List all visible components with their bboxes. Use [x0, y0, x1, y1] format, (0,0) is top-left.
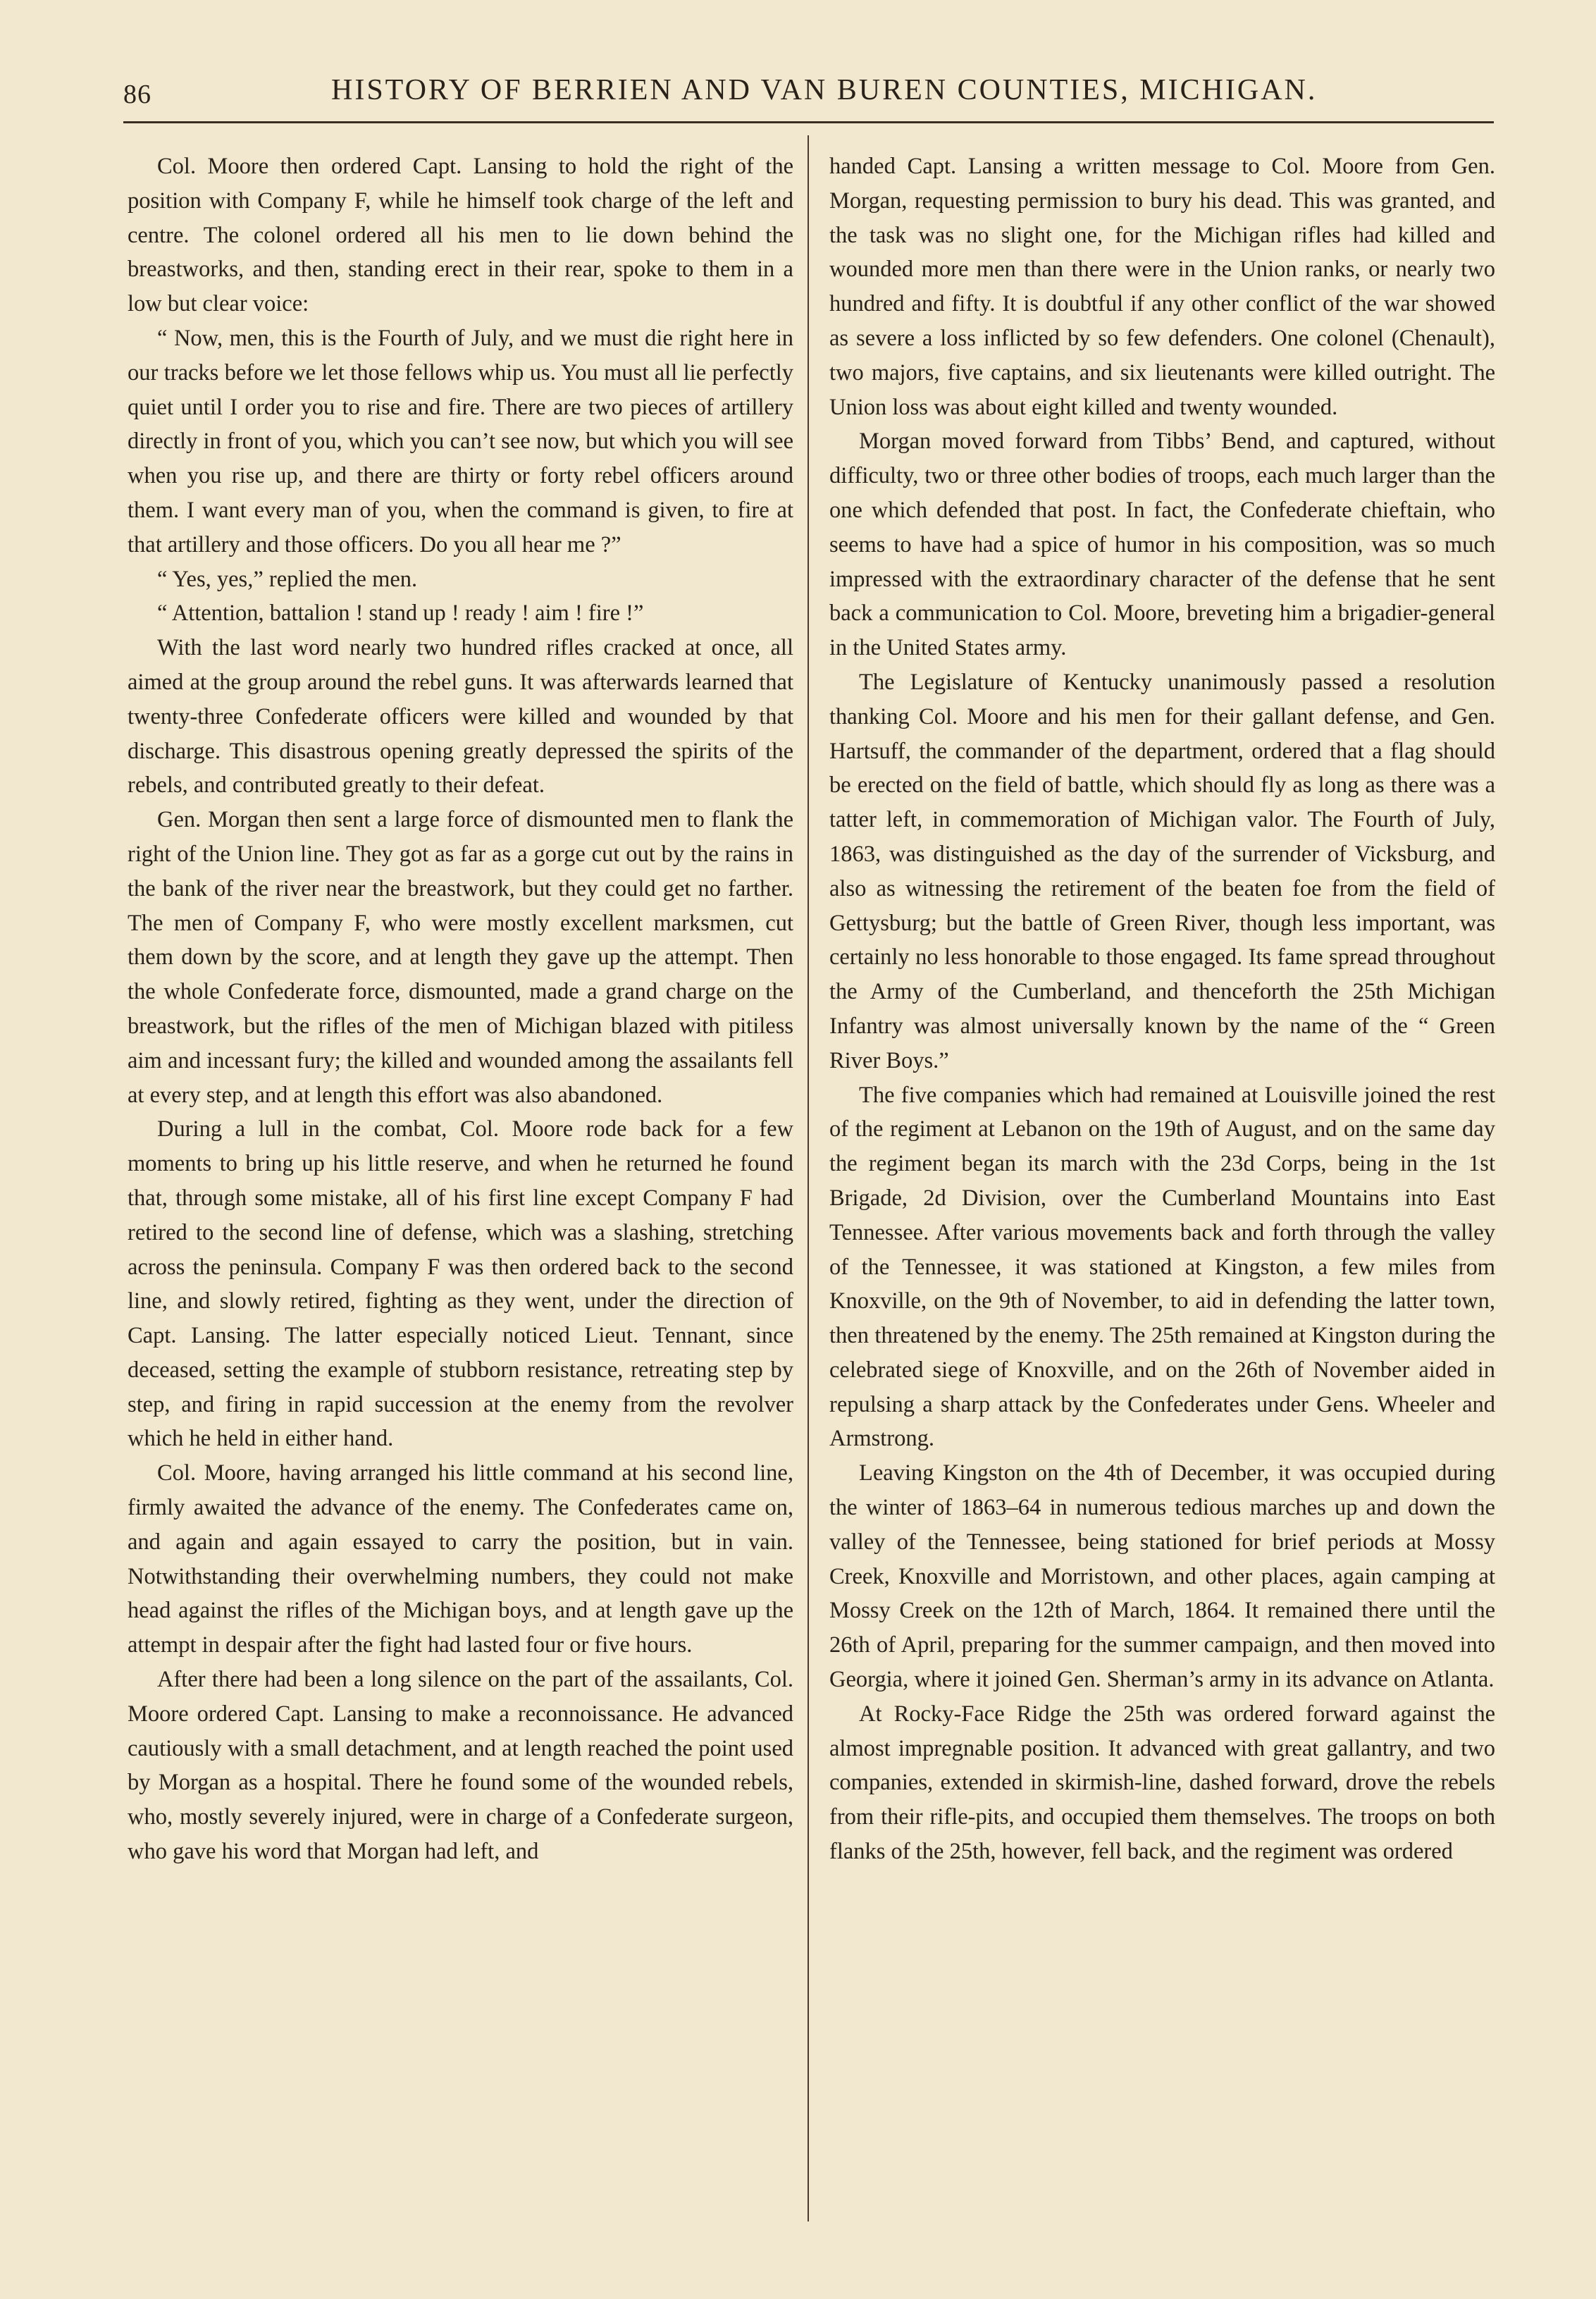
running-head: HISTORY OF BERRIEN AND VAN BUREN COUNTIES, MICHIGAN.: [331, 74, 1318, 106]
paragraph: Col. Moore, having arranged his little command at his second line, firmly awaited the advance of the enemy. The Confederates came on, and again and again essayed to carry the position, but in vain. Notwithstanding their overwhelming numbers, they could not make head against the rifles of the Michigan boys, and at length gave up the attempt in despair after the fight had lasted four or five hours.: [128, 1460, 793, 1658]
paragraph: After there had been a long silence on the part of the assailants, Col. Moore ordered Capt. Lansing to make a reconnoissance. He advanced cautiously with a small detachment, and at length reached the point used by Morgan as a hospital. There he found some of the wounded rebels, who, mostly severely injured, were in charge of a Confederate surgeon, who gave his word that Morgan had left, and: [128, 1667, 793, 1865]
paragraph: “ Now, men, this is the Fourth of July, and we must die right here in our tracks before we let those fellows whip us. You must all lie perfectly quiet until I order you to rise and fire. There are two pieces of artillery directly in front of you, which you can’t see now, but which you will see when you rise up, and there are thirty or forty rebel officers around them. I want every man of you, when the command is given, to fire at that artillery and those officers. Do you all hear me ?”: [128, 325, 793, 557]
paragraph: The Legislature of Kentucky unanimously passed a resolution thanking Col. Moore and his men for their gallant defense, and Gen. Hartsuff, the commander of the department, ordered that a flag should be erected on the field of battle, which should fly as long as there was a tatter left, in commemoration of Michigan valor. The Fourth of July, 1863, was distinguished as the day of the surrender of Vicksburg, and also as witnessing the retirement of the beaten foe from the field of Gettysburg; but the battle of Green River, though less important, was certainly no less honorable to those engaged. Its fame spread throughout the Army of the Cumberland, and thenceforth the 25th Michigan Infantry was almost universally known by the name of the “ Green River Boys.”: [829, 669, 1495, 1073]
paragraph: With the last word nearly two hundred rifles cracked at once, all aimed at the group around the rebel guns. It was afterwards learned that twenty-three Confederate officers were killed and wounded by that discharge. This disastrous opening greatly depressed the spirits of the rebels, and contributed greatly to their defeat.: [128, 635, 793, 799]
paragraph: During a lull in the combat, Col. Moore rode back for a few moments to bring up his little reserve, and when he returned he found that, through some mistake, all of his first line except Company F had retired to the second line of defense, which was a slashing, stretching across the peninsula. Company F was then ordered back to the second line, and slowly retired, fighting as they went, under the direction of Capt. Lansing. The latter especially noticed Lieut. Tennant, since deceased, setting the example of stubborn resistance, retreating step by step, and firing in rapid succession at the enemy from the revolver which he held in either hand.: [128, 1116, 793, 1452]
paragraph: Morgan moved forward from Tibbs’ Bend, and captured, without difficulty, two or three other bodies of troops, each much larger than the one which defended that post. In fact, the Confederate chieftain, who seems to have had a spice of humor in his composition, was so much impressed with the extraordinary character of the defense that he sent back a communication to Col. Moore, breveting him a brigadier-general in the United States army.: [829, 429, 1495, 661]
paragraph: At Rocky-Face Ridge the 25th was ordered forward against the almost impregnable position. It advanced with great gallantry, and two companies, extended in skirmish-line, dashed forward, drove the rebels from their rifle-pits, and occupied them themselves. The troops on both flanks of the 25th, however, fell back, and the regiment was ordered: [829, 1701, 1495, 1865]
paragraph: The five companies which had remained at Louisville joined the rest of the regiment at Lebanon on the 19th of August, and on the same day the regiment began its march with the 23d Corps, being in the 1st Brigade, 2d Division, over the Cumberland Mountains into East Tennessee. After various movements back and forth through the valley of the Tennessee, it was stationed at Kingston, a few miles from Knoxville, on the 9th of November, to aid in defending the latter town, then threatened by the enemy. The 25th remained at Kingston during the celebrated siege of Knoxville, and on the 26th of November aided in repulsing a sharp attack by the Confederates under Gens. Wheeler and Armstrong.: [829, 1082, 1495, 1452]
paragraph: Leaving Kingston on the 4th of December, it was occupied during the winter of 1863–64 in numerous tedious marches up and down the valley of the Tennessee, being stationed for brief periods at Mossy Creek, Knoxville and Morristown, and other places, again camping at Mossy Creek on the 12th of March, 1864. It remained there until the 26th of April, preparing for the summer campaign, and then moved into Georgia, where it joined Gen. Sherman’s army in its advance on Atlanta.: [829, 1460, 1495, 1693]
paragraph: Gen. Morgan then sent a large force of dismounted men to flank the right of the Union line. They got as far as a gorge cut out by the rains in the bank of the river near the breastwork, but they could get no farther. The men of Company F, who were mostly excellent marksmen, cut them down by the score, and at length they gave up the attempt. Then the whole Confederate force, dismounted, made a grand charge on the breastwork, but the rifles of the men of Michigan blazed with pitiless aim and incessant fury; the killed and wounded among the assailants fell at every step, and at length this effort was also abandoned.: [128, 807, 793, 1108]
right-column: [829, 149, 1495, 1869]
paragraph-continued: handed Capt. Lansing a written message to Col. Moore from Gen. Morgan, requesting permission to bury his dead. This was granted, and the task was no slight one, for the Michigan rifles had killed and wounded more men than there were in the Union ranks, or nearly two hundred and fifty. It is doubtful if any other conflict of the war showed as severe a loss inflicted by so few defenders. One colonel (Chenault), two majors, five captains, and six lieutenants were killed outright. The Union loss was about eight killed and twenty wounded.: [829, 154, 1495, 420]
paragraph: “ Attention, battalion ! stand up ! ready ! aim ! fire !”: [157, 600, 644, 627]
paragraph: Col. Moore then ordered Capt. Lansing to hold the right of the position with Company F, while he himself took charge of the left and centre. The colonel ordered all his men to lie down behind the breastworks, and then, standing erect in their rear, spoke to them in a low but clear voice:: [128, 154, 793, 317]
paragraph: “ Yes, yes,” replied the men.: [157, 566, 418, 592]
header-rule: [123, 121, 1494, 123]
column-divider: [808, 135, 809, 2221]
page-number: 86: [123, 80, 151, 109]
left-column: [128, 149, 793, 1869]
